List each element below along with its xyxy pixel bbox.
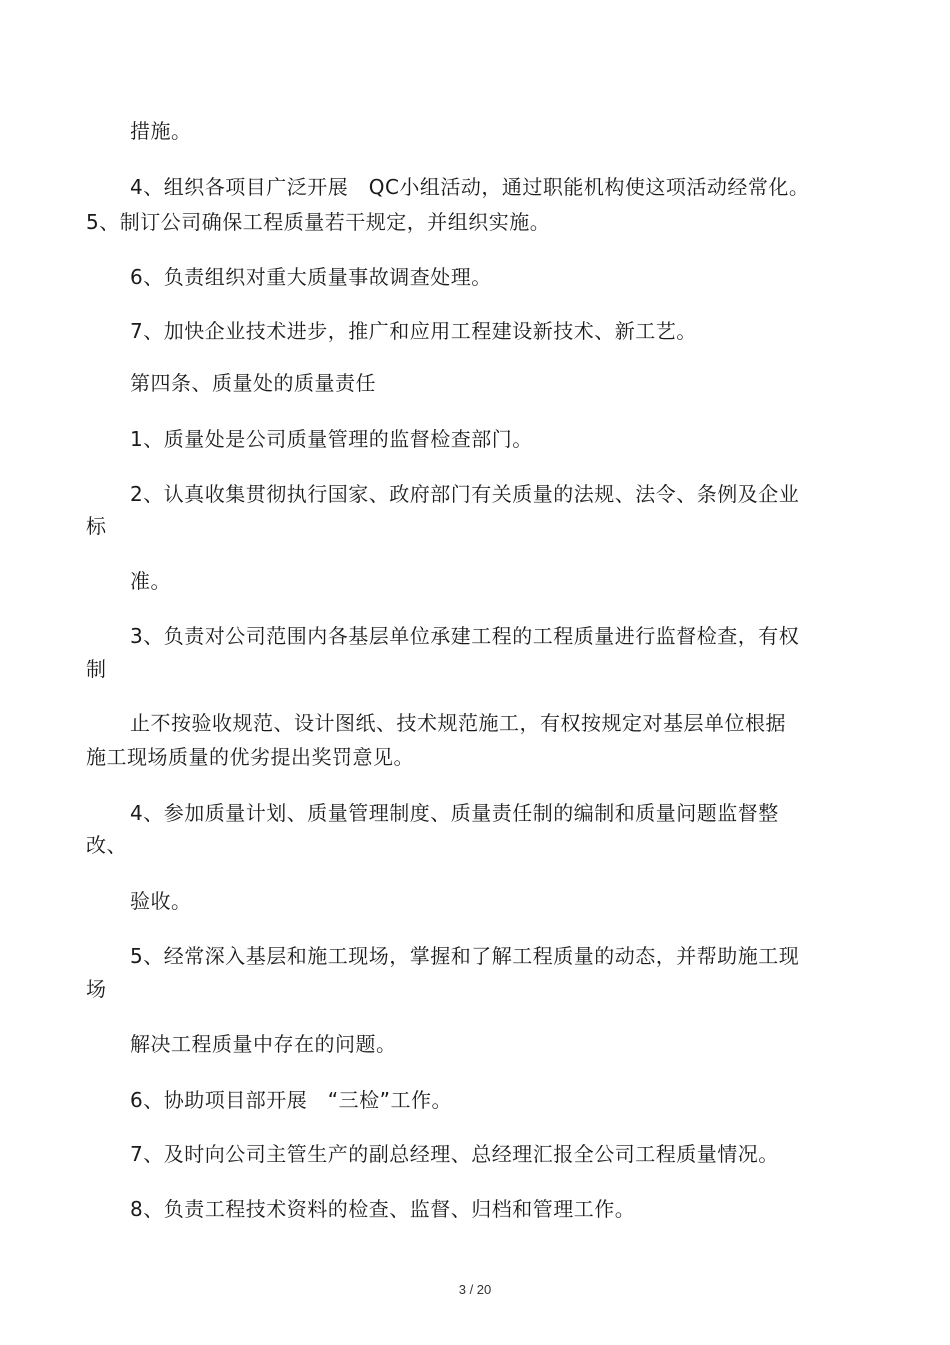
text-line: 6、协助项目部开展 “三检”工作。 [130,1088,452,1112]
section-heading: 第四条、质量处的质量责任 [130,371,376,395]
text-line: 5、制订公司确保工程质量若干规定，并组织实施。 [86,210,551,234]
text-line: 场 [86,977,107,1001]
text-line: 7、及时向公司主管生产的副总经理、总经理汇报全公司工程质量情况。 [130,1142,779,1166]
text-line: 制 [86,657,107,681]
text-line: 措施。 [130,119,192,143]
text-line: 标 [86,514,107,538]
text-line: 4、组织各项目广泛开展 QC小组活动，通过职能机构使这项活动经常化。 [130,175,810,199]
text-line: 验收。 [130,889,192,913]
page-number: 3 / 20 [458,1282,492,1297]
text-line: 施工现场质量的优劣提出奖罚意见。 [86,745,414,769]
text-line: 4、参加质量计划、质量管理制度、质量责任制的编制和质量问题监督整 [130,801,779,825]
text-line: 5、经常深入基层和施工现场，掌握和了解工程质量的动态，并帮助施工现 [130,944,800,968]
text-line: 1、质量处是公司质量管理的监督检查部门。 [130,427,533,451]
text-line: 6、负责组织对重大质量事故调查处理。 [130,265,492,289]
text-line: 2、认真收集贯彻执行国家、政府部门有关质量的法规、法令、条例及企业 [130,482,800,506]
text-line: 7、加快企业技术进步，推广和应用工程建设新技术、新工艺。 [130,319,697,343]
text-line: 准。 [130,569,171,593]
text-line: 解决工程质量中存在的问题。 [130,1032,397,1056]
text-line: 3、负责对公司范围内各基层单位承建工程的工程质量进行监督检查，有权 [130,624,800,648]
text-line: 改、 [86,833,127,857]
text-line: 8、负责工程技术资料的检查、监督、归档和管理工作。 [130,1197,636,1221]
text-line: 止不按验收规范、设计图纸、技术规范施工，有权按规定对基层单位根据 [130,711,786,735]
